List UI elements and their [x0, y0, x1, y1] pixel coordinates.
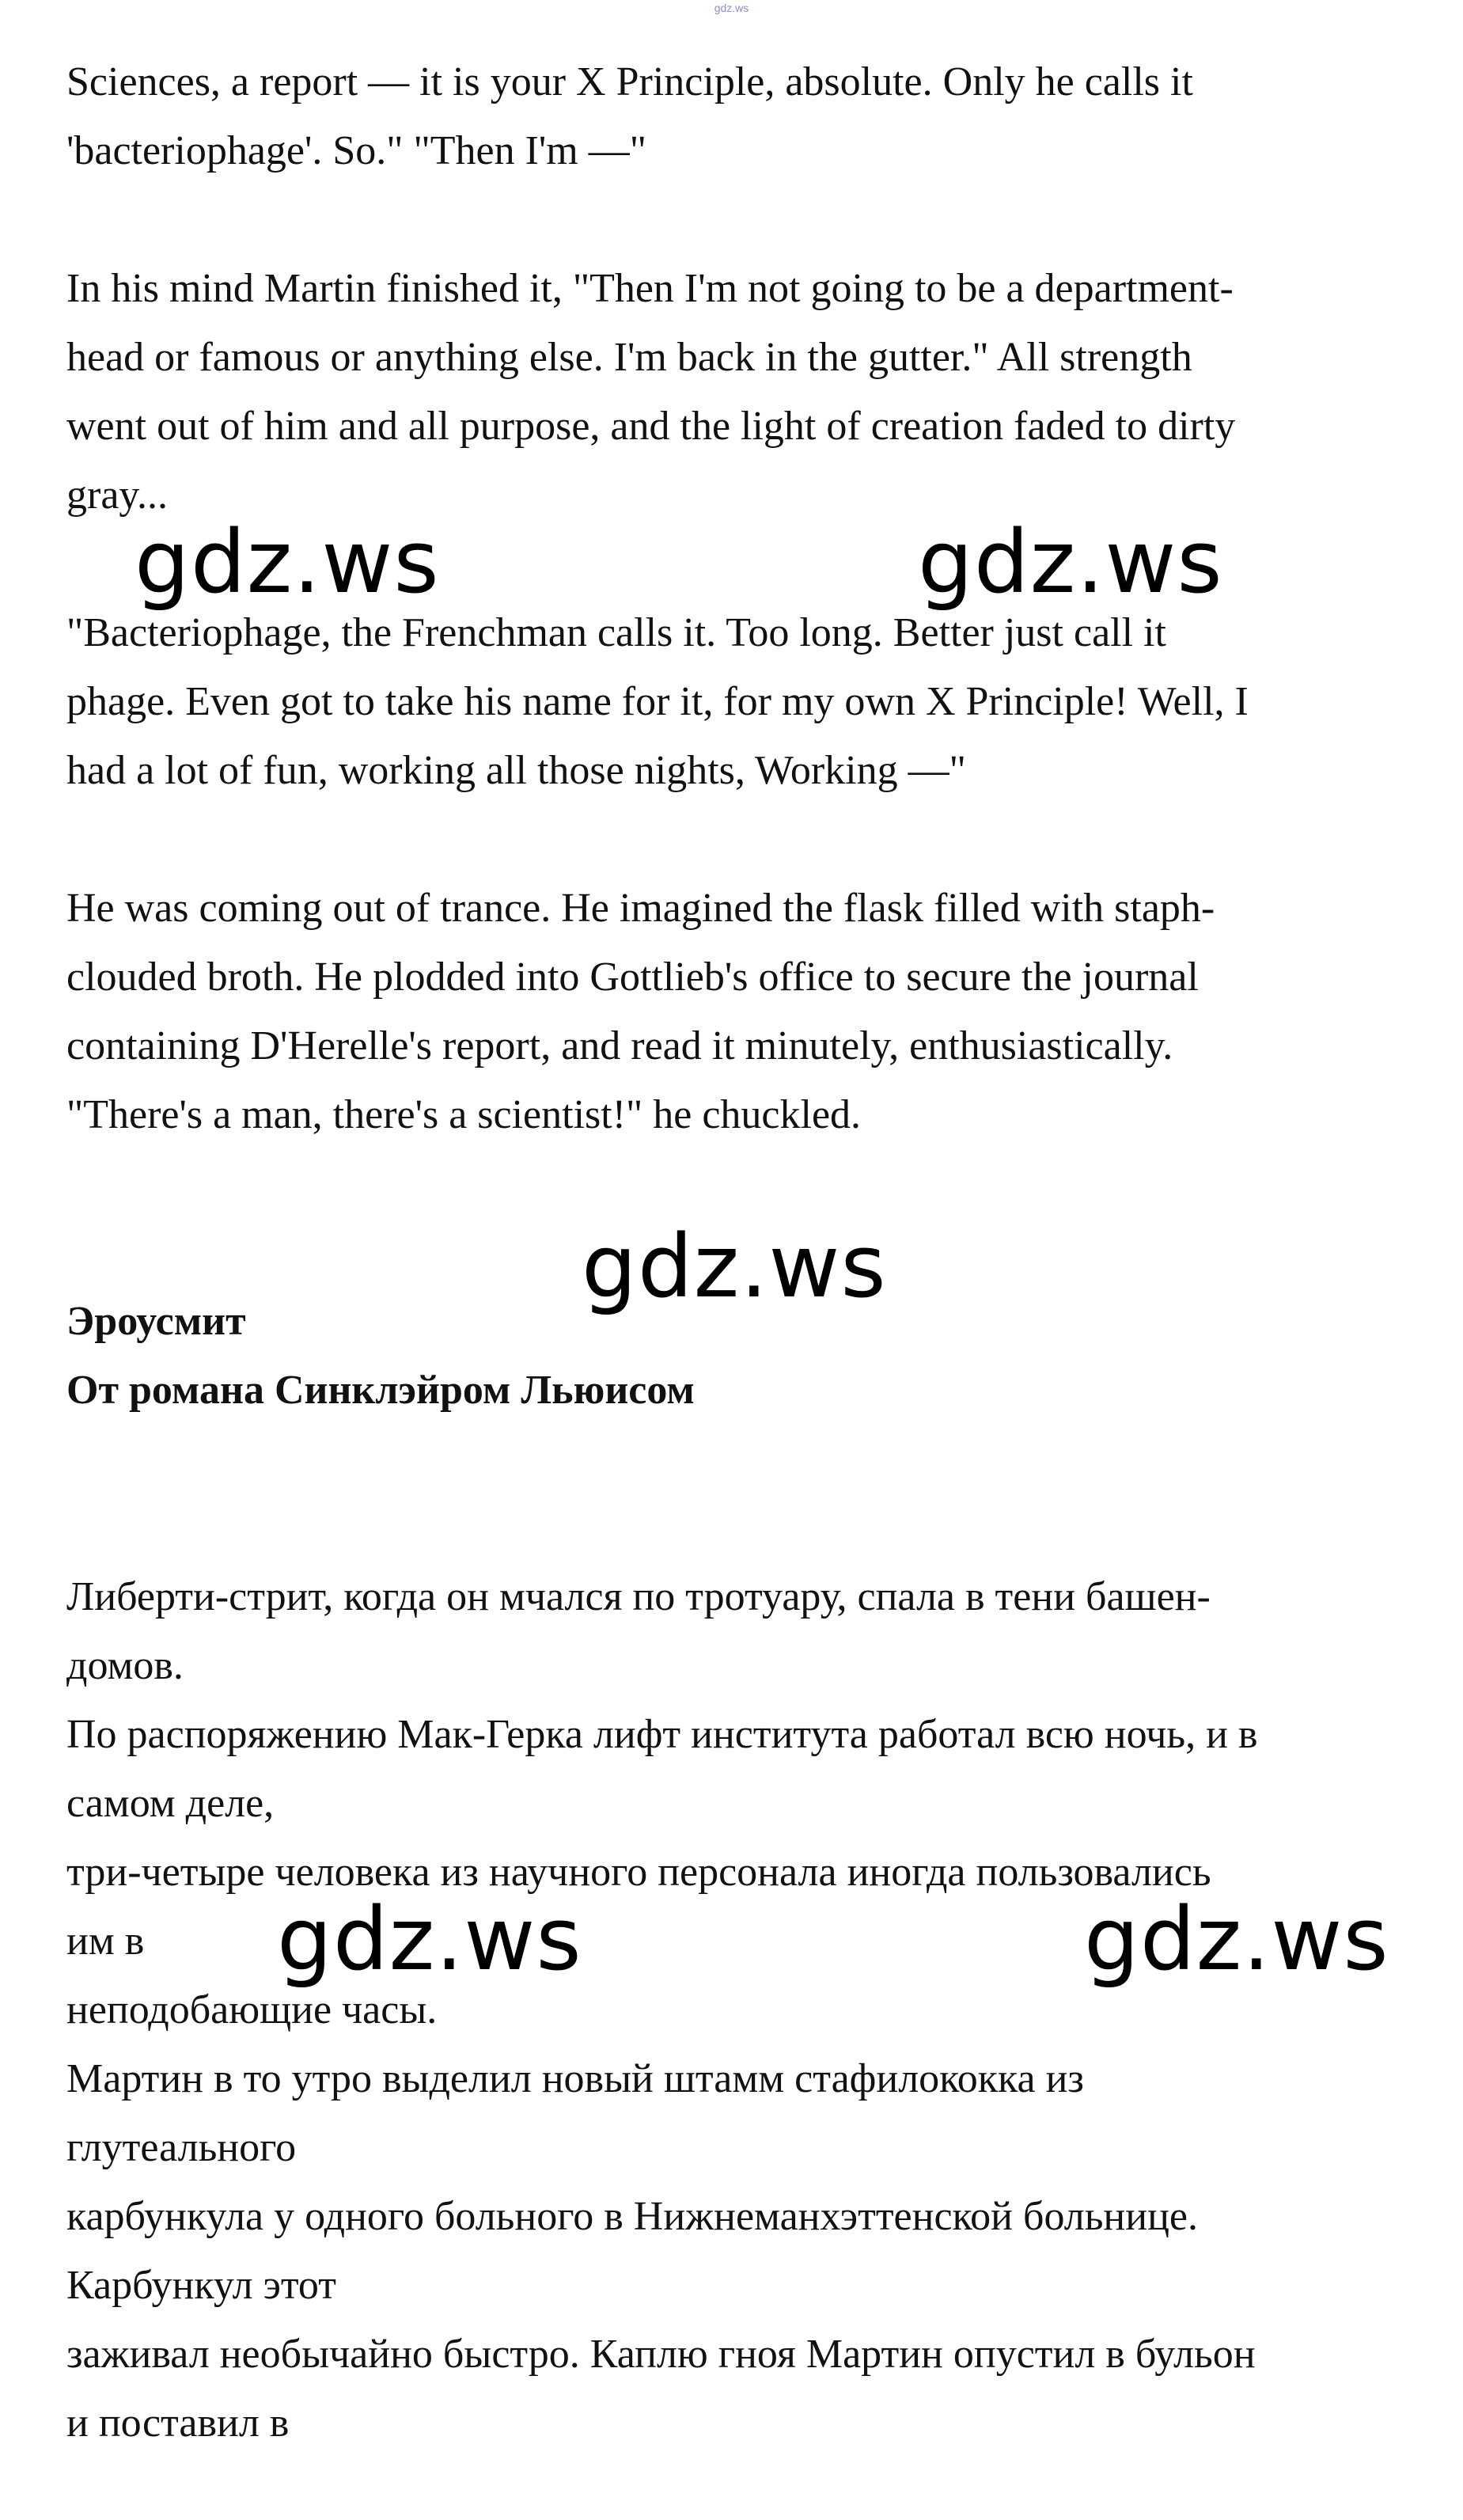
watermark: gdz.ws — [918, 511, 1223, 613]
text-line: По распоряжению Мак-Герка лифт института работал всю ночь, и в — [66, 1712, 1258, 1757]
text-line: "There's a man, there's a scientist!" he chuckled. — [66, 1092, 862, 1137]
text-line: head or famous or anything else. I'm back in the gutter." All strength — [66, 335, 1192, 380]
english-paragraph — [66, 874, 1427, 1149]
text-line: заживал необычайно быстро. Каплю гноя Мартин опустил в бульон — [66, 2332, 1256, 2377]
watermark: gdz.ws — [277, 1888, 582, 1990]
text-line: самом деле, — [66, 1781, 275, 1826]
text-line: Sciences, a report — it is your X Principle, absolute. Only he calls it — [66, 59, 1193, 104]
text-line: He was coming out of trance. He imagined the flask filled with staph- — [66, 886, 1215, 931]
watermark: gdz.ws — [135, 511, 440, 613]
text-line: containing D'Herelle's report, and read it minutely, enthusiastically. — [66, 1023, 1173, 1068]
english-paragraph — [66, 598, 1427, 805]
text-line: и поставил в — [66, 2400, 290, 2446]
text-line: Мартин в то утро выделил новый штамм стафилококка из — [66, 2056, 1084, 2101]
watermark: gdz.ws — [582, 1216, 887, 1317]
text-line: Либерти-стрит, когда он мчался по тротуару, спала в тени башен- — [66, 1574, 1211, 1619]
text-line: "Bacteriophage, the Frenchman calls it. Too long. Better just call it — [66, 610, 1166, 655]
text-line: три-четыре человека из научного персонала иногда пользовались — [66, 1850, 1211, 1895]
text-line: had a lot of fun, working all those nights, Working —" — [66, 748, 966, 793]
text-line: went out of him and all purpose, and the light of creation faded to dirty — [66, 404, 1236, 449]
top-watermark-text: gdz.ws — [714, 2, 749, 14]
text-line: Карбункул этот — [66, 2263, 336, 2308]
text-line: clouded broth. He plodded into Gottlieb's office to secure the journal — [66, 954, 1199, 1000]
english-paragraph — [66, 47, 1427, 185]
text-line: gray... — [66, 472, 169, 518]
russian-title: Эроусмит — [66, 1299, 246, 1344]
russian-paragraph — [66, 1562, 1427, 2457]
text-line: неподобающие часы. — [66, 1987, 438, 2032]
text-line: домов. — [66, 1643, 184, 1688]
russian-subtitle: От романа Синклэйром Льюисом — [66, 1368, 695, 1413]
text-line: phage. Even got to take his name for it, for my own X Principle! Well, I — [66, 679, 1249, 724]
english-paragraph — [66, 254, 1427, 529]
text-line: In his mind Martin finished it, "Then I'm not going to be a department- — [66, 266, 1234, 311]
text-line: им в — [66, 1918, 145, 1964]
text-line: глутеального — [66, 2125, 297, 2170]
text-line: 'bacteriophage'. So." "Then I'm —" — [66, 128, 646, 173]
text-line: карбункула у одного больного в Нижнеманхэттенской больнице. — [66, 2194, 1198, 2239]
watermark: gdz.ws — [1084, 1888, 1389, 1990]
